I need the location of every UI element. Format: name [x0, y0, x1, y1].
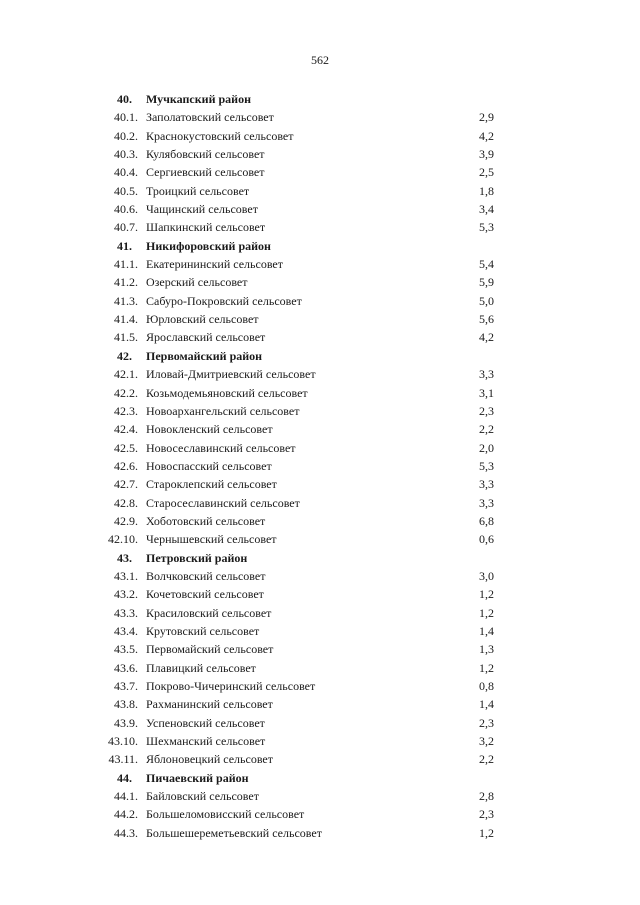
council-name: Иловай-Дмитриевский сельсовет [146, 367, 316, 382]
table-row [0, 255, 640, 273]
row-number: 42.8. [114, 495, 138, 510]
council-name: Чащинский сельсовет [146, 202, 258, 217]
council-value: 1,2 [479, 660, 494, 675]
row-number: 41.2. [114, 275, 138, 290]
council-value: 2,3 [479, 403, 494, 418]
council-name: Крутовский сельсовет [146, 623, 260, 638]
council-value: 0,6 [479, 532, 494, 547]
council-name: Хоботовский сельсовет [146, 513, 266, 528]
section-title: Никифоровский район [146, 238, 271, 253]
row-number: 41.5. [114, 330, 138, 345]
table-row [0, 640, 640, 658]
table-row [0, 163, 640, 181]
council-name: Екатерининский сельсовет [146, 257, 284, 272]
row-number: 41.3. [114, 293, 138, 308]
row-number: 43.9. [114, 715, 138, 730]
row-number: 42.6. [114, 458, 138, 473]
row-number: 43.2. [114, 587, 138, 602]
council-value: 2,8 [479, 789, 494, 804]
council-value: 3,4 [479, 202, 494, 217]
section-heading [0, 90, 640, 108]
section-number: 44. [117, 770, 132, 785]
council-value: 4,2 [479, 330, 494, 345]
council-value: 1,2 [479, 605, 494, 620]
council-value: 4,2 [479, 128, 494, 143]
row-number: 40.2. [114, 128, 138, 143]
section-heading [0, 549, 640, 567]
row-number: 42.5. [114, 440, 138, 455]
council-value: 2,2 [479, 422, 494, 437]
row-number: 43.11. [108, 752, 138, 767]
council-value: 0,8 [479, 679, 494, 693]
council-name: Юрловский сельсовет [146, 312, 259, 327]
section-heading [0, 237, 640, 255]
council-name: Озерский сельсовет [146, 275, 248, 290]
council-name: Старосеславинский сельсовет [146, 495, 300, 510]
council-name: Большеломовисский сельсовет [146, 807, 305, 822]
council-name: Сергиевский сельсовет [146, 165, 265, 180]
table-row [0, 732, 640, 750]
council-name: Покрово-Чичеринский сельсовет [146, 679, 316, 693]
council-value: 3,9 [479, 147, 494, 162]
council-value: 1,4 [479, 697, 494, 712]
table-row [0, 824, 640, 842]
council-value: 2,0 [479, 440, 494, 455]
row-number: 43.1. [114, 568, 138, 583]
council-value: 3,2 [479, 734, 494, 749]
table-row [0, 659, 640, 677]
row-number: 40.5. [114, 183, 138, 198]
table-row [0, 182, 640, 200]
table-row [0, 384, 640, 402]
row-number: 42.7. [114, 477, 138, 492]
table-row [0, 420, 640, 438]
row-number: 42.10. [108, 532, 138, 547]
council-name: Большешереметьевский сельсовет [146, 825, 322, 840]
section-heading [0, 769, 640, 787]
council-name: Новоспасский сельсовет [146, 458, 272, 473]
row-number: 42.9. [114, 513, 138, 528]
council-value: 5,3 [479, 458, 494, 473]
row-number: 43.4. [114, 623, 138, 638]
section-title: Мучкапский район [146, 92, 251, 106]
section-number: 41. [117, 238, 132, 253]
council-value: 3,3 [479, 367, 494, 382]
table-row [0, 805, 640, 823]
section-number: 42. [117, 348, 132, 363]
council-value: 5,9 [479, 275, 494, 290]
table-row [0, 567, 640, 585]
table-row [0, 604, 640, 622]
table-row [0, 585, 640, 603]
row-number: 43.3. [114, 605, 138, 620]
table-row [0, 695, 640, 713]
row-number: 42.1. [114, 367, 138, 382]
council-value: 2,9 [479, 110, 494, 125]
row-number: 44.3. [114, 825, 138, 840]
table-row [0, 512, 640, 530]
council-name: Троицкий сельсовет [146, 183, 250, 198]
council-name: Козьмодемьяновский сельсовет [146, 385, 308, 400]
row-number: 44.1. [114, 789, 138, 804]
table-row [0, 530, 640, 548]
council-value: 3,3 [479, 477, 494, 492]
row-number: 42.3. [114, 403, 138, 418]
row-number: 43.6. [114, 660, 138, 675]
council-name: Кулябовский сельсовет [146, 147, 265, 162]
table-row [0, 365, 640, 383]
council-name: Староклепский сельсовет [146, 477, 277, 492]
council-name: Кочетовский сельсовет [146, 587, 264, 602]
council-name: Красиловский сельсовет [146, 605, 272, 620]
council-value: 3,3 [479, 495, 494, 510]
row-number: 40.1. [114, 110, 138, 125]
council-name: Ярославский сельсовет [146, 330, 266, 345]
row-number: 40.7. [114, 220, 138, 235]
row-number: 43.7. [114, 679, 138, 693]
council-name: Успеновский сельсовет [146, 715, 265, 730]
section-number: 43. [117, 550, 132, 565]
table-row [0, 310, 640, 328]
council-name: Первомайский сельсовет [146, 642, 274, 657]
council-value: 3,1 [479, 385, 494, 400]
council-name: Шапкинский сельсовет [146, 220, 266, 235]
table-row [0, 218, 640, 236]
council-value: 6,8 [479, 513, 494, 528]
council-name: Новокленский сельсовет [146, 422, 273, 437]
row-number: 40.6. [114, 202, 138, 217]
council-name: Заполатовский сельсовет [146, 110, 274, 125]
section-title: Первомайский район [146, 348, 263, 363]
council-value: 1,4 [479, 623, 494, 638]
table-row [0, 475, 640, 493]
council-name: Байловский сельсовет [146, 789, 259, 804]
council-value: 1,3 [479, 642, 494, 657]
table-row [0, 200, 640, 218]
table-row [0, 750, 640, 768]
table-row [0, 328, 640, 346]
council-value: 5,4 [479, 257, 494, 272]
council-name: Краснокустовский сельсовет [146, 128, 294, 143]
council-value: 2,2 [479, 752, 494, 767]
row-number: 41.4. [114, 312, 138, 327]
table-row [0, 292, 640, 310]
table-row [0, 273, 640, 291]
council-value: 5,0 [479, 293, 494, 308]
row-number: 42.4. [114, 422, 138, 437]
council-value: 2,5 [479, 165, 494, 180]
table-row [0, 108, 640, 126]
council-name: Волчковский сельсовет [146, 568, 266, 583]
council-name: Плавицкий сельсовет [146, 660, 256, 675]
row-number: 43.5. [114, 642, 138, 657]
section-heading [0, 347, 640, 365]
council-name: Новосеславинский сельсовет [146, 440, 296, 455]
council-value: 5,6 [479, 312, 494, 327]
council-value: 2,3 [479, 715, 494, 730]
table-row [0, 622, 640, 640]
table-row [0, 402, 640, 420]
council-value: 1,2 [479, 587, 494, 602]
table-row [0, 127, 640, 145]
council-name: Шехманский сельсовет [146, 734, 266, 749]
table-row [0, 457, 640, 475]
row-number: 44.2. [114, 807, 138, 822]
council-name: Чернышевский сельсовет [146, 532, 277, 547]
council-value: 5,3 [479, 220, 494, 235]
row-number: 40.3. [114, 147, 138, 162]
council-value: 1,8 [479, 183, 494, 198]
council-value: 3,0 [479, 568, 494, 583]
table-row [0, 494, 640, 512]
council-name: Яблоновецкий сельсовет [146, 752, 273, 767]
section-number: 40. [117, 92, 132, 106]
row-number: 41.1. [114, 257, 138, 272]
table-row [0, 145, 640, 163]
council-name: Рахманинский сельсовет [146, 697, 273, 712]
table-row [0, 787, 640, 805]
table-row [0, 439, 640, 457]
council-name: Новоархангельский сельсовет [146, 403, 300, 418]
section-title: Петровский район [146, 550, 248, 565]
council-value: 1,2 [479, 825, 494, 840]
row-number: 43.10. [108, 734, 138, 749]
table-row [0, 714, 640, 732]
page-number: 562 [311, 53, 329, 67]
council-name: Сабуро-Покровский сельсовет [146, 293, 302, 308]
row-number: 40.4. [114, 165, 138, 180]
row-number: 42.2. [114, 385, 138, 400]
row-number: 43.8. [114, 697, 138, 712]
section-title: Пичаевский район [146, 770, 249, 785]
table-row [0, 677, 640, 695]
district-table [0, 90, 640, 842]
council-value: 2,3 [479, 807, 494, 822]
